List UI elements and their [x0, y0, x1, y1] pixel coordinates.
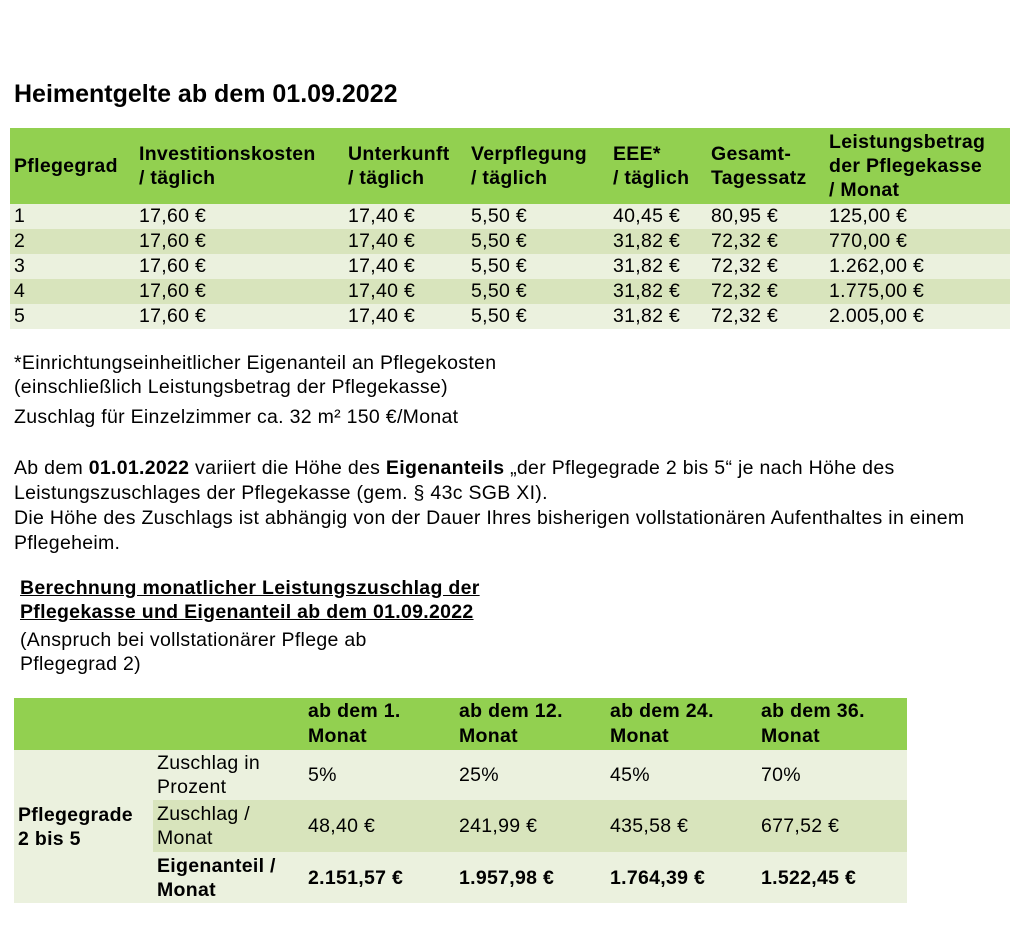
- fees-table: [10, 128, 1010, 329]
- cell: 17,40 €: [344, 204, 467, 229]
- cell: 770,00 €: [825, 229, 1010, 254]
- cell: 435,58 €: [606, 800, 757, 852]
- header-unterkunft: Unterkunft / täglich: [344, 128, 467, 204]
- fees-table-header-row: [10, 128, 1010, 204]
- table-row: [14, 750, 907, 800]
- header-month-1: ab dem 1. Monat: [304, 698, 455, 750]
- cell: 72,32 €: [707, 229, 825, 254]
- cell: 5,50 €: [467, 279, 609, 304]
- cell: 125,00 €: [825, 204, 1010, 229]
- header-month-24: ab dem 24. Monat: [606, 698, 757, 750]
- header-eee: EEE* / täglich: [609, 128, 707, 204]
- header-investitionskosten: Investitionskosten / täglich: [135, 128, 344, 204]
- table-row: [10, 304, 1010, 329]
- cell: 5%: [304, 750, 455, 800]
- single-room-note: Zuschlag für Einzelzimmer ca. 32 m² 150 €/Monat: [14, 406, 459, 428]
- cell: 2.005,00 €: [825, 304, 1010, 329]
- table-row: [10, 204, 1010, 229]
- cell: 17,40 €: [344, 304, 467, 329]
- supplement-table: [14, 698, 907, 903]
- cell: 5,50 €: [467, 304, 609, 329]
- info-paragraph: [14, 456, 1009, 556]
- cell: 17,60 €: [135, 204, 344, 229]
- cell: 31,82 €: [609, 304, 707, 329]
- header-empty: [153, 698, 304, 750]
- table-row: [10, 229, 1010, 254]
- cell: 25%: [455, 750, 606, 800]
- cell: 677,52 €: [757, 800, 907, 852]
- cell: 1.522,45 €: [757, 852, 907, 903]
- cell: 1: [10, 204, 135, 229]
- cell: 1.957,98 €: [455, 852, 606, 903]
- supplement-table-header-row: [14, 698, 907, 750]
- eee-footnote-line1: *Einrichtungseinheitlicher Eigenanteil an Pflegekosten: [14, 352, 497, 374]
- cell: 1.764,39 €: [606, 852, 757, 903]
- header-verpflegung: Verpflegung / täglich: [467, 128, 609, 204]
- header-empty: [14, 698, 153, 750]
- cell: 45%: [606, 750, 757, 800]
- cell: 17,60 €: [135, 279, 344, 304]
- cell: 31,82 €: [609, 254, 707, 279]
- cell: 5: [10, 304, 135, 329]
- cell: 5,50 €: [467, 254, 609, 279]
- cell: 72,32 €: [707, 304, 825, 329]
- cell: 1.775,00 €: [825, 279, 1010, 304]
- cell: 1.262,00 €: [825, 254, 1010, 279]
- cell: 17,60 €: [135, 304, 344, 329]
- cell: 5,50 €: [467, 229, 609, 254]
- header-pflegegrad: Pflegegrad: [10, 128, 135, 204]
- cell: 4: [10, 279, 135, 304]
- info-paragraph-1: Ab dem 01.01.2022 variiert die Höhe des Eigenanteils „der Pflegegrade 2 bis 5“ je nach Höhe des Leistungszuschlages der Pflegekasse (gem. § 43c SGB XI).: [14, 457, 895, 504]
- info-paragraph-2: Die Höhe des Zuschlags ist abhängig von der Dauer Ihres bisherigen vollstationären Aufenthaltes in einem Pflegeheim.: [14, 507, 965, 554]
- header-month-12: ab dem 12. Monat: [455, 698, 606, 750]
- cell: 241,99 €: [455, 800, 606, 852]
- table-row: [10, 254, 1010, 279]
- cell: 48,40 €: [304, 800, 455, 852]
- cell: 31,82 €: [609, 229, 707, 254]
- cell: 17,40 €: [344, 279, 467, 304]
- header-leistungsbetrag: Leistungsbetrag der Pflegekasse / Monat: [825, 128, 1010, 204]
- header-gesamt-tagessatz: Gesamt- Tagessatz: [707, 128, 825, 204]
- cell: 72,32 €: [707, 279, 825, 304]
- cell: 72,32 €: [707, 254, 825, 279]
- cell: 17,40 €: [344, 229, 467, 254]
- cell: 5,50 €: [467, 204, 609, 229]
- row-label: Zuschlag in Prozent: [153, 750, 304, 800]
- page-title: Heimentgelte ab dem 01.09.2022: [14, 80, 398, 108]
- eee-footnote: [14, 351, 496, 399]
- cell: 40,45 €: [609, 204, 707, 229]
- header-month-36: ab dem 36. Monat: [757, 698, 907, 750]
- cell: 17,60 €: [135, 229, 344, 254]
- cell: 2: [10, 229, 135, 254]
- cell: 80,95 €: [707, 204, 825, 229]
- section-subnote: (Anspruch bei vollstationärer Pflege ab Pflegegrad 2): [20, 629, 367, 675]
- row-label: Eigenanteil / Monat: [153, 852, 304, 903]
- table-row: [10, 279, 1010, 304]
- cell: 2.151,57 €: [304, 852, 455, 903]
- group-label: Pflegegrade 2 bis 5: [14, 750, 153, 903]
- cell: 70%: [757, 750, 907, 800]
- cell: 31,82 €: [609, 279, 707, 304]
- row-label: Zuschlag / Monat: [153, 800, 304, 852]
- section-heading: Berechnung monatlicher Leistungszuschlag der Pflegekasse und Eigenanteil ab dem 01.09.2022: [20, 577, 480, 623]
- cell: 17,60 €: [135, 254, 344, 279]
- cell: 17,40 €: [344, 254, 467, 279]
- cell: 3: [10, 254, 135, 279]
- eee-footnote-line2: (einschließlich Leistungsbetrag der Pflegekasse): [14, 376, 448, 398]
